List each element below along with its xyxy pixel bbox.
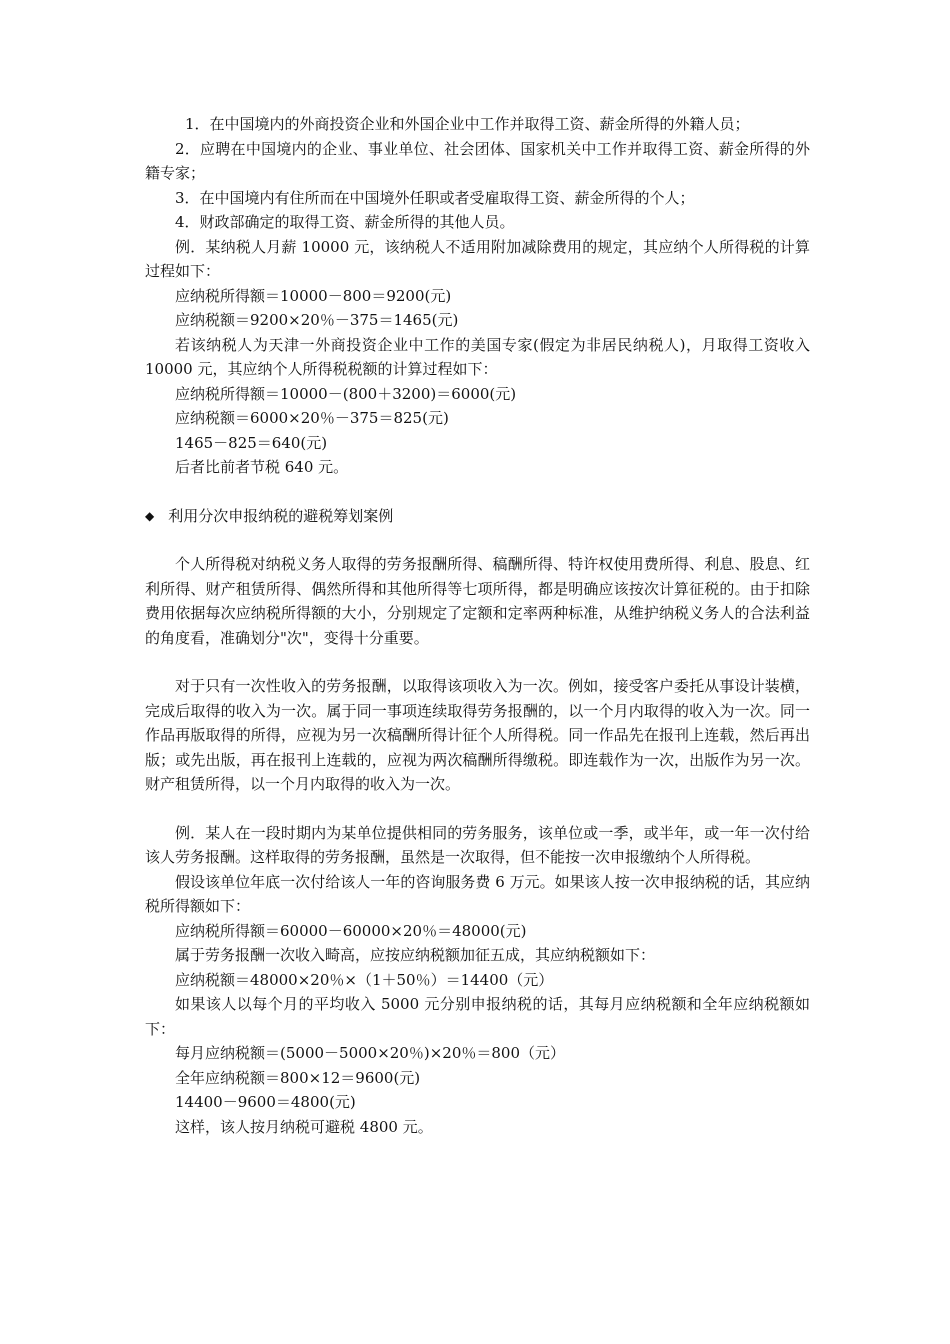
document-page: [145, 112, 810, 1139]
formula-line: 应纳税额＝48000×20％×（1＋50％）＝14400（元）: [175, 970, 554, 989]
paragraph: 对于只有一次性收入的劳务报酬，以取得该项收入为一次。例如，接受客户委托从事设计装横，完成后取得的收入为一次。属于同一事项连续取得劳务报酬的，以一个月内取得的收入为一次。同一作品再版取得的所得，应视为另一次稿酬所得计征个人所得税。同一作品先在报刊上连载，然后再出版；或先出版，再在报刊上连载的，应视为两次稿酬所得缴税。即连载作为一次，出版作为另一次。财产租赁所得，以一个月内取得的收入为一次。: [145, 677, 810, 793]
example-1-conclusion: 后者比前者节税 640 元。: [175, 458, 349, 476]
example-1-intro: 例．某纳税人月薪 10000 元，该纳税人不适用附加减除费用的规定，其应纳个人所得税的计算过程如下：: [145, 237, 810, 280]
list-item-2: 2．应聘在中国境内的企业、事业单位、社会团体、国家机关中工作并取得工资、薪金所得的外籍专家；: [145, 139, 810, 182]
section-heading: [145, 504, 810, 529]
example-1-comparison: 若该纳税人为天津一外商投资企业中工作的美国专家(假定为非居民纳税人)，月取得工资收入 10000 元，其应纳个人所得税税额的计算过程如下：: [145, 335, 810, 378]
formula-line: 应纳税额＝9200×20％－375＝1465(元): [175, 311, 459, 329]
spacer: [145, 650, 810, 674]
formula-line: 14400－9600＝4800(元): [175, 1093, 356, 1111]
diamond-bullet-icon: ◆: [145, 508, 155, 523]
list-item-4: 4．财政部确定的取得工资、薪金所得的其他人员。: [175, 213, 515, 231]
example-2-conclusion: 这样，该人按月纳税可避税 4800 元。: [175, 1117, 433, 1136]
formula-line: 应纳税所得额＝10000－(800＋3200)＝6000(元): [175, 384, 517, 403]
example-2-note: 属于劳务报酬一次收入畸高，应按应纳税额加征五成，其应纳税额如下：: [175, 946, 656, 964]
formula-line: 每月应纳税额＝(5000－5000×20％)×20％＝800（元）: [175, 1044, 565, 1062]
formula-line: 应纳税所得额＝60000－60000×20％＝48000(元): [175, 921, 527, 940]
example-2-assumption: 假设该单位年底一次付给该人一年的咨询服务费 6 万元。如果该人按一次申报纳税的话，其应纳税所得额如下：: [145, 872, 810, 915]
example-2-intro: 例．某人在一段时期内为某单位提供相同的劳务服务，该单位或一季，或半年，或一年一次付给该人劳务报酬。这样取得的劳务报酬，虽然是一次取得，但不能按一次申报缴纳个人所得税。: [145, 823, 810, 866]
formula-line: 应纳税额＝6000×20％－375＝825(元): [175, 409, 449, 427]
list-item-1: 1．在中国境内的外商投资企业和外国企业中工作并取得工资、薪金所得的外籍人员；: [185, 115, 750, 133]
list-item-3: 3．在中国境内有住所而在中国境外任职或者受雇取得工资、薪金所得的个人；: [175, 188, 695, 207]
formula-line: 全年应纳税额＝800×12＝9600(元): [175, 1068, 421, 1087]
formula-line: 应纳税所得额＝10000－800＝9200(元): [175, 286, 452, 305]
spacer: [145, 528, 810, 552]
spacer: [145, 797, 810, 821]
section-title: 利用分次申报纳税的避税筹划案例: [168, 506, 394, 525]
paragraph: 个人所得税对纳税义务人取得的劳务报酬所得、稿酬所得、特许权使用费所得、利息、股息、红利所得、财产租赁所得、偶然所得和其他所得等七项所得，都是明确应该按次计算征税的。由于扣除费用依据每次应纳税所得额的大小，分别规定了定额和定率两种标准，从维护纳税义务人的合法利益的角度看，准确划分"次"，变得十分重要。: [145, 555, 810, 647]
example-2-alternative: 如果该人以每个月的平均收入 5000 元分别申报纳税的话，其每月应纳税额和全年应纳税额如下：: [145, 995, 810, 1038]
formula-line: 1465－825＝640(元): [175, 433, 328, 452]
spacer: [145, 480, 810, 504]
